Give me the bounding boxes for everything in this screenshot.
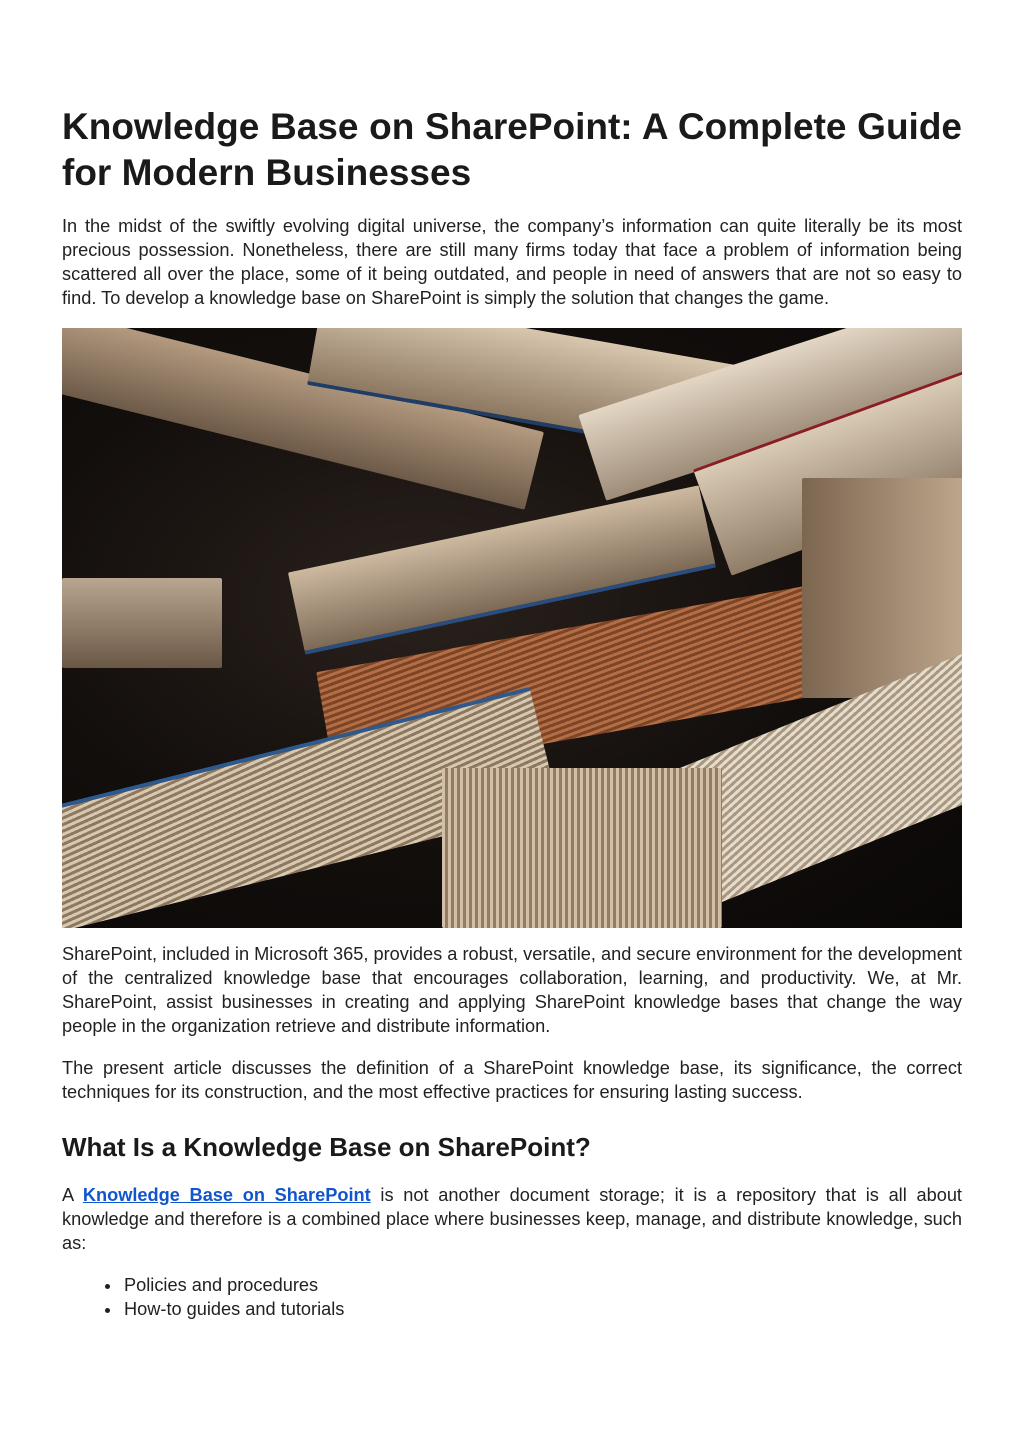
page-title: Knowledge Base on SharePoint: A Complete Guide for Modern Businesses — [62, 106, 962, 193]
list-item: • How-to guides and tutorials — [122, 1297, 962, 1321]
sharepoint-paragraph: SharePoint, included in Microsoft 365, provides a robust, versatile, and secure environment for the development of the centralized knowledge base that encourages collaboration, learning, and productivity. We, at Mr. SharePoint, assist businesses in creating and applying SharePoint knowledge bases that change the way people in the organization retrieve and distribute information. — [62, 944, 962, 1036]
definition-suffix: is not another document storage; it is a repository that is all about knowledge and therefore is a combined place where businesses keep, manage, and distribute knowledge, such as: — [62, 1185, 962, 1253]
list-item: • Policies and procedures — [122, 1273, 962, 1297]
books-hero-image — [62, 328, 962, 928]
knowledge-base-link[interactable]: Knowledge Base on SharePoint — [82, 1185, 371, 1205]
article-scope-paragraph: The present article discusses the definition of a SharePoint knowledge base, its significance, the correct techniques for its construction, and the most effective practices for ensuring lasting success. — [62, 1058, 962, 1102]
document-page — [62, 104, 962, 1321]
intro-paragraph: In the midst of the swiftly evolving digital universe, the company’s information can quite literally be its most precious possession. Nonetheless, there are still many firms today that face a problem of information being scattered all over the place, some of it being outdated, and people in need of answers that are not so easy to find. To develop a knowledge base on SharePoint is simply the solution that changes the game. — [62, 216, 962, 308]
section-heading: What Is a Knowledge Base on SharePoint? — [62, 1132, 591, 1162]
definition-paragraph — [62, 1183, 962, 1255]
knowledge-list — [62, 1273, 962, 1321]
definition-prefix: A — [62, 1185, 83, 1205]
